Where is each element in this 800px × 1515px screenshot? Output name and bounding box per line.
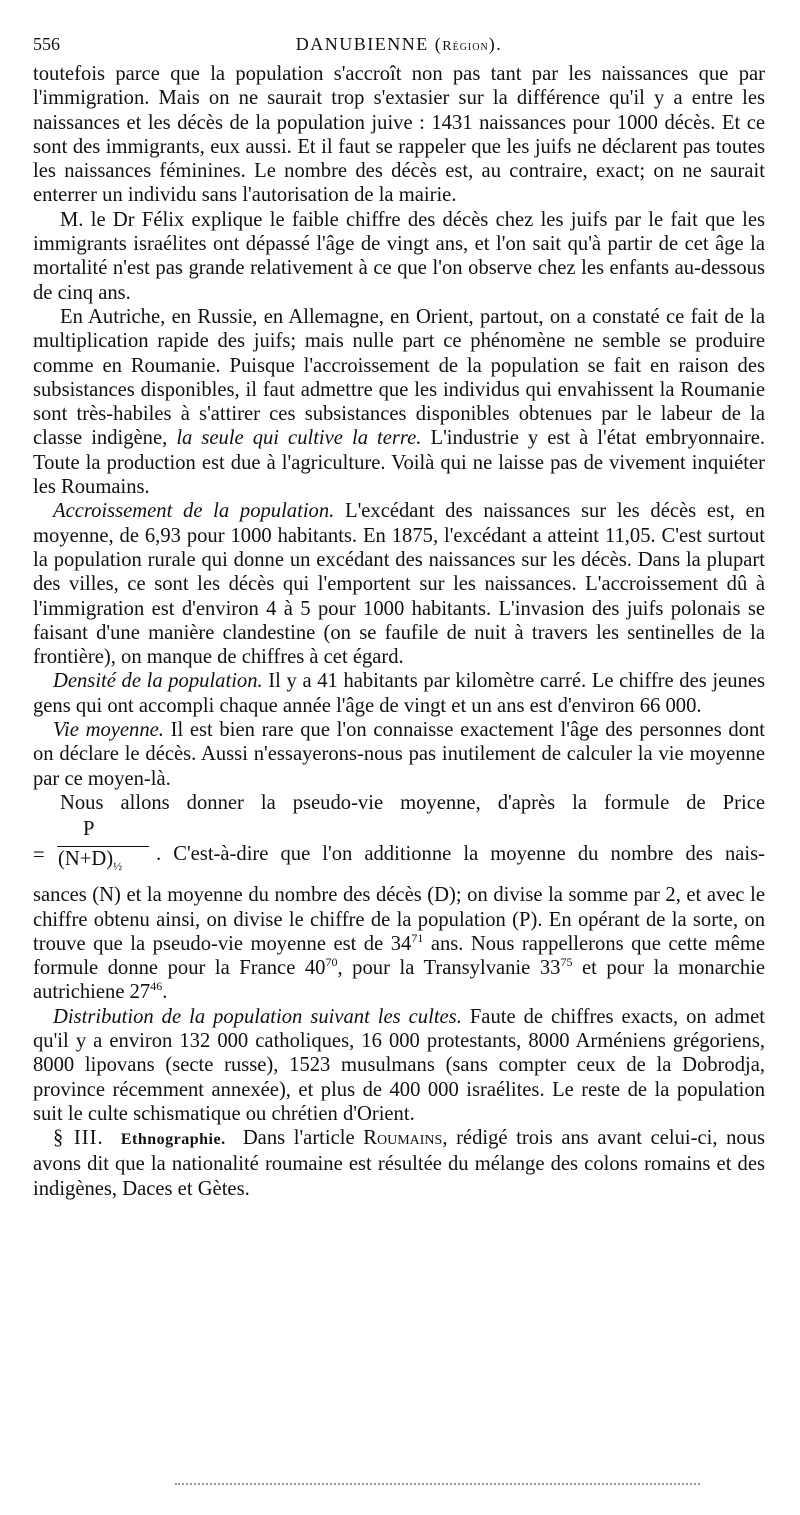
- price-sup-2: 70: [325, 955, 338, 970]
- heading-vie-moyenne: Vie moyenne.: [53, 719, 164, 742]
- price-sup-1: 71: [411, 930, 424, 945]
- paragraph-multiplication-italic: la seule qui cultive la terre.: [176, 427, 422, 450]
- paragraph-dr-felix: M. le Dr Félix explique le faible chiffre des décès chez les juifs par le fait que les immigrants israélites ont dépassé l'âge de vingt ans, et l'on sait qu'à partir de cet âge la mortalité n'est pas grande relativement à ce que l'on observe chez les enfants au-dessous de cinq ans.: [33, 208, 765, 304]
- section-ethnographie: [33, 1126, 765, 1201]
- price-rest-b: ans. Nous rappellerons que cette même formule donne pour la France 40: [33, 932, 765, 980]
- formula-denominator-text: (N+D): [58, 848, 114, 871]
- paragraph-densite-text: Il y a 41 habitants par kilomètre carré. Le chiffre des jeunes gens qui ont accompli chaque année l'âge de vingt et un ans est d'environ 66 000.: [33, 670, 765, 717]
- heading-cultes: Distribution de la population suivant les cultes.: [53, 1005, 462, 1028]
- paragraph-multiplication-text: En Autriche, en Russie, en Allemagne, en Orient, partout, on a constaté ce fait de la multiplication rapide des juifs; mais nulle part ce phénomène ne semble se produire comme en Roumanie. Puisque l'accroissement de la population se fait en raison des subsistances disponibles, il faut admettre que les individus qui envahissent la Roumanie sont très-habiles à s'attirer ces subsistances disponibles obtenues par le labeur de la classe indigène,: [33, 305, 765, 450]
- price-rest-a: sances (N) et la moyenne du nombre des décès (D); on divise la somme par 2, et avec le chiffre obtenu ainsi, on divise le chiffre de la population (P). En opérant de la sorte, on trouve que la pseudo-vie moyenne est de 34: [33, 884, 765, 955]
- document-page: [33, 22, 765, 1201]
- running-title: [33, 34, 765, 55]
- price-sup-4: 46: [150, 979, 163, 994]
- running-title-end: ).: [488, 34, 503, 54]
- paragraph-vie-moyenne-text: Il est bien rare que l'on connaisse exactement l'âge des personnes dont on déclare le décès. Aussi n'essayerons-nous pas inutilement de calculer la vie moyenne par ce moyen-là.: [33, 719, 765, 790]
- paragraph-immigration: toutefois parce que la population s'accroît non pas tant par les naissances que par l'immigration. Mais on ne saurait trop s'extasier sur la différence qu'il y a entre les naissances et les décès de la population juive : 1431 naissances pour 1000 décès. Et ce sont des immigrants, eux aussi. Et il faut se rappeler que les juifs ne déclarent pas toutes les naissances féminines. Le nombre des décès est, au contraire, exact; on ne saurait enterrer un individu sans l'autorisation de la mairie.: [33, 63, 765, 207]
- paragraph-multiplication: [33, 305, 765, 499]
- heading-densite: Densité de la population.: [53, 670, 263, 693]
- price-rest-e: .: [162, 981, 168, 1004]
- price-rest-d: et pour la monarchie autrichiene 27: [33, 957, 766, 1004]
- section-heading: Ethnographie.: [120, 1131, 226, 1149]
- heading-accroissement: Accroissement de la population.: [53, 500, 335, 523]
- bottom-bleed-line: [175, 1483, 700, 1485]
- formula-denominator-sub: ½: [113, 859, 123, 874]
- paragraph-cultes: [33, 1005, 765, 1126]
- section-text-b: , rédigé trois ans avant celui-ci, nous avons dit que la nationalité roumaine est résultée du mélange des colons romains et des indigènes, Daces et Gètes.: [33, 1127, 766, 1200]
- formula-denominator: [58, 847, 122, 878]
- paragraph-densite: [33, 669, 765, 718]
- body-text: [33, 62, 765, 1201]
- section-number: § III.: [53, 1127, 104, 1150]
- formula-line: [33, 815, 765, 883]
- price-rest-c: , pour la Transylvanie 33: [337, 957, 561, 980]
- section-text-a: Dans l'article: [242, 1127, 355, 1150]
- page-header: [33, 22, 765, 62]
- formula-line-text-body: C'est-à-dire que l'on additionne la moyenne du nombre des nais-: [173, 843, 766, 866]
- running-title-main: DANUBIENNE (: [295, 34, 443, 54]
- paragraph-cultes-text: Faute de chiffres exacts, on admet qu'il y a environ 132 000 catholiques, 16 000 protestants, 8000 Arméniens grégoriens, 8000 lipovans (secte russe), 1523 musulmans (sans compter ceux de la Dobrodja, province récemment annexée), et plus de 400 000 israélites. Le reste de la population suit le culte schismatique ou chrétien d'Orient.: [33, 1005, 765, 1125]
- paragraph-price-lead: Nous allons donner la pseudo-vie moyenne, d'après la formule de Price: [60, 791, 765, 814]
- paragraph-multiplication-end: L'industrie y est à l'état embryonnaire. Toute la production est due à l'agriculture. Voilà qui ne laisse pas de vivement inquiéter les Roumains.: [33, 427, 765, 499]
- paragraph-accroissement: [33, 499, 765, 669]
- paragraph-price-rest: [33, 883, 765, 1004]
- paragraph-vie-moyenne: [33, 718, 765, 791]
- formula-line-text: . C'est-à-dire que l'on additionne la moyenne du nombre des nais-: [156, 843, 766, 866]
- section-text-roumains: Roumains: [363, 1127, 443, 1150]
- paragraph-accroissement-text: L'excédant des naissances sur les décès est, en moyenne, de 6,93 pour 1000 habitants. En 1875, l'excédant a atteint 11,05. C'est surtout la population rurale qui donne un excédant des naissances sur les décès. Dans la plupart des villes, ce sont les décès qui l'emportent sur les naissances. L'accroissement dû à l'immigration est d'environ 4 à 5 pour 1000 habitants. L'invasion des juifs polonais se faisant d'une manière clandestine (on se faufile de nuit à travers les sentinelles de la frontière), on manque de chiffres à cet égard.: [33, 500, 765, 669]
- running-title-region: Région: [442, 39, 489, 54]
- formula-equals: =: [33, 844, 45, 867]
- formula-numerator: P: [83, 818, 95, 841]
- page-number: 556: [33, 34, 60, 54]
- price-sup-3: 75: [560, 955, 573, 970]
